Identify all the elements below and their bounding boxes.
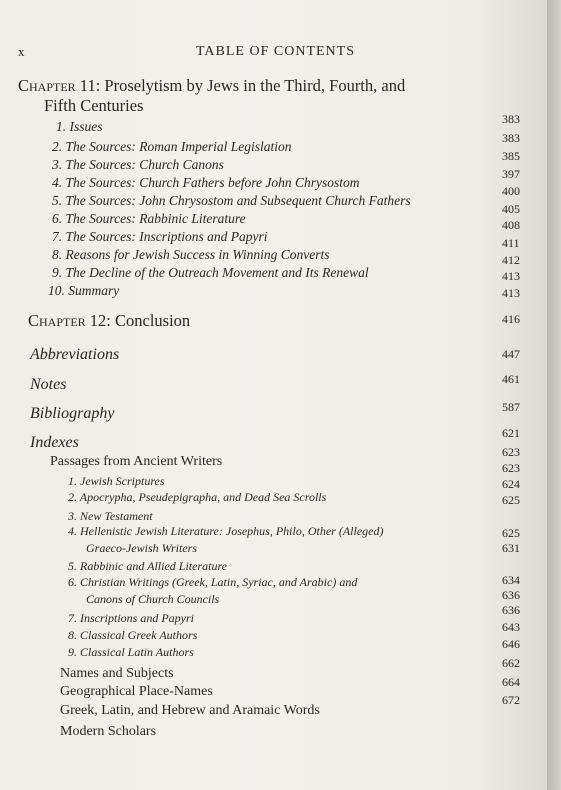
toc-section: Abbreviations xyxy=(30,346,120,363)
toc-entry: 5. Rabbinic and Allied Literature xyxy=(68,559,227,573)
page-ref: 383 xyxy=(502,131,520,145)
chapter-12-label: Chapter 12: xyxy=(28,311,111,330)
page-edge xyxy=(547,0,561,790)
chapter-11-title-line2: Fifth Centuries xyxy=(44,96,144,115)
toc-entry: 7. Inscriptions and Papyri xyxy=(68,611,194,625)
toc-entry: 6. The Sources: Rabbinic Literature xyxy=(52,211,246,226)
page-ref: 411 xyxy=(502,236,520,250)
toc-section: Bibliography xyxy=(30,405,115,422)
page-ref: 405 xyxy=(502,202,520,216)
page-ref: 447 xyxy=(502,347,520,361)
page-ref: 664 xyxy=(502,675,520,689)
page-ref: 400 xyxy=(502,184,520,198)
chapter-12-heading xyxy=(28,311,190,331)
chapter-12-title: Conclusion xyxy=(115,311,191,330)
page-ref: 461 xyxy=(502,372,520,386)
chapter-11-heading xyxy=(18,76,405,96)
toc-entry: 9. Classical Latin Authors xyxy=(68,645,194,659)
index-subsection-title: Modern Scholars xyxy=(60,724,157,739)
page-ref: 413 xyxy=(502,286,520,300)
page-number: x xyxy=(18,44,25,59)
toc-entry: 3. New Testament xyxy=(68,509,153,523)
page-ref: 631 xyxy=(502,541,520,555)
page-ref: 408 xyxy=(502,218,520,232)
chapter-11-title-line1: Proselytism by Jews in the Third, Fourth, and xyxy=(104,76,406,95)
toc-entry-continued: Graeco-Jewish Writers xyxy=(86,541,197,555)
toc-section: Notes xyxy=(30,376,67,393)
page-ref: 385 xyxy=(502,149,520,163)
toc-section: Indexes xyxy=(30,434,79,451)
toc-entry-continued: Canons of Church Councils xyxy=(86,592,220,606)
page-ref: 416 xyxy=(502,312,520,326)
toc-entry: 2. Apocrypha, Pseudepigrapha, and Dead Sea Scrolls xyxy=(68,490,327,504)
page-ref: 625 xyxy=(502,493,520,507)
toc-entry: 5. The Sources: John Chrysostom and Subsequent Church Fathers xyxy=(52,193,411,208)
toc-entry: 1. Jewish Scriptures xyxy=(68,474,165,488)
toc-entry: 9. The Decline of the Outreach Movement and Its Renewal xyxy=(52,265,369,280)
page-ref: 643 xyxy=(502,620,520,634)
index-subsection-title: Names and Subjects xyxy=(60,666,174,681)
index-subsection-title: Passages from Ancient Writers xyxy=(50,454,223,469)
toc-entry: 6. Christian Writings (Greek, Latin, Syriac, and Arabic) and xyxy=(68,575,358,589)
page-ref: 662 xyxy=(502,656,520,670)
toc-entry: 7. The Sources: Inscriptions and Papyri xyxy=(52,229,268,244)
toc-entry: 8. Classical Greek Authors xyxy=(68,628,198,642)
page-ref: 623 xyxy=(502,461,520,475)
page-ref: 672 xyxy=(502,693,520,707)
page-ref: 412 xyxy=(502,253,520,267)
page-ref: 636 xyxy=(502,588,520,602)
page-ref: 636 xyxy=(502,603,520,617)
index-subsection-title: Greek, Latin, and Hebrew and Aramaic Words xyxy=(60,703,320,718)
page-ref: 646 xyxy=(502,637,520,651)
page-ref: 621 xyxy=(502,426,520,440)
page-ref: 624 xyxy=(502,477,520,491)
page-ref: 625 xyxy=(502,526,520,540)
page-title: TABLE OF CONTENTS xyxy=(196,44,355,59)
page-ref: 623 xyxy=(502,445,520,459)
page-ref: 413 xyxy=(502,269,520,283)
page-ref: 634 xyxy=(502,573,520,587)
chapter-11-label: Chapter 11: xyxy=(18,76,101,95)
toc-entry: 3. The Sources: Church Canons xyxy=(52,157,224,172)
toc-entry: 1. Issues xyxy=(56,119,103,134)
page-ref: 383 xyxy=(502,112,520,126)
index-subsection-title: Geographical Place-Names xyxy=(60,684,213,699)
page-ref: 587 xyxy=(502,400,520,414)
toc-entry: 2. The Sources: Roman Imperial Legislation xyxy=(52,139,292,154)
page-ref: 397 xyxy=(502,167,520,181)
toc-entry: 4. Hellenistic Jewish Literature: Josephus, Philo, Other (Alleged) xyxy=(68,524,384,538)
toc-entry: 10. Summary xyxy=(48,283,120,298)
toc-entry: 4. The Sources: Church Fathers before John Chrysostom xyxy=(52,175,360,190)
toc-entry: 8. Reasons for Jewish Success in Winning Converts xyxy=(52,247,330,262)
